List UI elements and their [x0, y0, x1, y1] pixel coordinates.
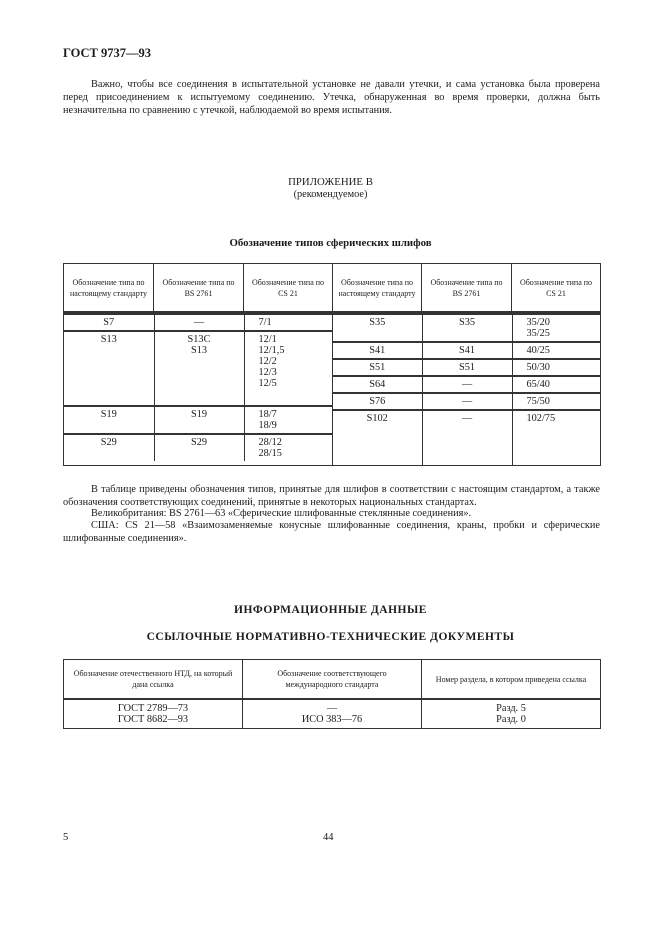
table-row [64, 314, 333, 331]
header-cell: Обозначение отечественного НТД, на который дана ссылка [64, 660, 243, 700]
table-row [333, 314, 601, 342]
cell-bs: S13C S13 [154, 331, 244, 406]
cell-bs: S19 [154, 406, 244, 434]
cell-bs: S35 [422, 314, 512, 342]
right-block [333, 312, 601, 466]
note-paragraph: В таблице приведены обозначения типов, принятые для шлифов в соответствии с настоящим стандартом, а также обозначения соответствующих соединений, принятые в некоторых национальных стандартах. [63, 484, 600, 508]
header-cell: Обозначение типа по BS 2761 [422, 264, 512, 313]
table-row [333, 359, 601, 376]
header-cell: Обозначение типа по настоящему стандарту [64, 264, 154, 313]
header-cell: Обозначение соответствующего международного стандарта [243, 660, 422, 700]
cell-bs: S41 [422, 342, 512, 359]
footer-left-number: 5 [63, 832, 69, 843]
header-cell: Обозначение типа по BS 2761 [154, 264, 244, 313]
cell-intl-standard: — ИСО 383—76 [243, 699, 422, 729]
grind-types-table [63, 263, 601, 466]
cell-std: S13 [64, 331, 154, 406]
cell-cs: 7/1 [244, 314, 333, 331]
cell-bs: — [422, 410, 512, 465]
table-row [64, 406, 333, 434]
cell-std: S51 [333, 359, 422, 376]
table-row [333, 342, 601, 359]
cell-cs: 28/12 28/15 [244, 434, 333, 461]
table-row [333, 376, 601, 393]
table-row [333, 410, 601, 465]
appendix-title: ПРИЛОЖЕНИЕ В [288, 176, 373, 188]
grind-types-table-title: Обозначение типов сферических шлифов [229, 237, 432, 249]
cell-bs: — [422, 393, 512, 410]
right-rows [333, 313, 601, 465]
cell-std: S102 [333, 410, 422, 465]
info-section-title: ИНФОРМАЦИОННЫЕ ДАННЫЕ [234, 604, 427, 616]
cell-std: S29 [64, 434, 154, 461]
cell-cs: 75/50 [512, 393, 601, 410]
cell-std: S41 [333, 342, 422, 359]
cell-std: S64 [333, 376, 422, 393]
table-row [64, 699, 601, 729]
table-row [64, 434, 333, 461]
header-cell: Номер раздела, в котором приведена ссылка [422, 660, 601, 700]
header-cell: Обозначение типа по CS 21 [512, 264, 601, 313]
cell-std: S7 [64, 314, 154, 331]
note-uk: Великобритания: BS 2761—63 «Сферические шлифованные стеклянные соединения». [91, 508, 472, 519]
cell-std: S19 [64, 406, 154, 434]
cell-cs: 102/75 [512, 410, 601, 465]
cell-bs: S51 [422, 359, 512, 376]
table-row [333, 393, 601, 410]
header-cell: Обозначение типа по настоящему стандарту [333, 264, 422, 313]
left-block [64, 312, 333, 466]
cell-national-doc: ГОСТ 2789—73 ГОСТ 8682—93 [64, 699, 243, 729]
cell-std: S76 [333, 393, 422, 410]
references-table [63, 659, 601, 729]
standard-code: ГОСТ 9737—93 [63, 46, 152, 60]
cell-cs: 12/1 12/1,5 12/2 12/3 12/5 [244, 331, 333, 406]
table-row [64, 331, 333, 406]
cell-cs: 50/30 [512, 359, 601, 376]
appendix-subtitle: (рекомендуемое) [293, 189, 368, 200]
refs-section-title: ССЫЛОЧНЫЕ НОРМАТИВНО-ТЕХНИЧЕСКИЕ ДОКУМЕНТЫ [146, 631, 515, 643]
note-usa: США: CS 21—58 «Взаимозаменяемые конусные шлифованные соединения, краны, пробки и сферические шлифованные соединения». [63, 520, 600, 544]
cell-bs: S29 [154, 434, 244, 461]
intro-paragraph: Важно, чтобы все соединения в испытательной установке не давали утечки, и сама установка была проверена перед присоединением к испытуемому соединению. Утечка, обнаруженная во время проверки, должна быть незначительна по сравнению с утечкой, наблюдаемой во время испытания. [63, 79, 600, 116]
header-cell: Обозначение типа по CS 21 [244, 264, 333, 313]
cell-std: S35 [333, 314, 422, 342]
cell-cs: 35/20 35/25 [512, 314, 601, 342]
page-number: 44 [323, 832, 334, 843]
left-rows [64, 313, 333, 461]
cell-cs: 18/7 18/9 [244, 406, 333, 434]
cell-bs: — [154, 314, 244, 331]
cell-cs: 65/40 [512, 376, 601, 393]
cell-bs: — [422, 376, 512, 393]
cell-section-number: Разд. 5 Разд. 0 [422, 699, 601, 729]
cell-cs: 40/25 [512, 342, 601, 359]
